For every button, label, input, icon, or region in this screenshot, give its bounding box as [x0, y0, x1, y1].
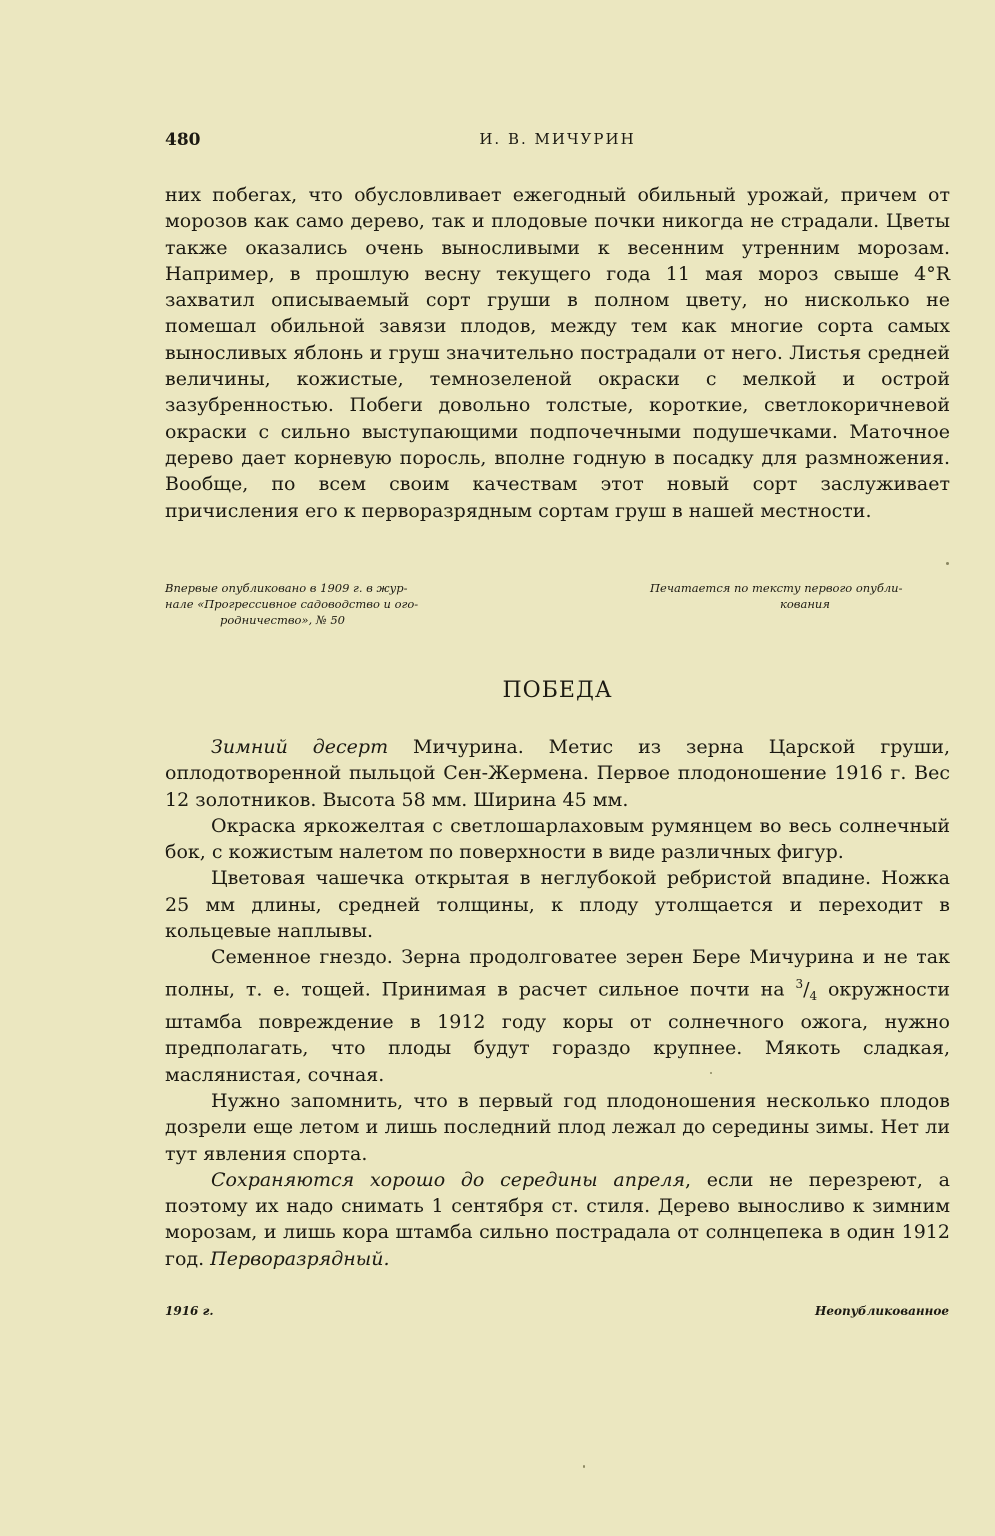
page-header: [165, 130, 950, 160]
fraction-numerator: 3: [795, 976, 804, 991]
article-paragraph-4: Семенное гнездо. Зерна продолговатее зерен Бере Мичурина и не так полны, т. е. тощей. Принимая в расчет сильное почти на $^3/_4$ окружности штамба повреждение в 1912 году коры от солнечного ожога, нужно предполагать, что плоды будут гораздо крупнее. Мякоть сладкая, маслянистая, сочная.: [165, 946, 950, 1086]
page-number: 480: [165, 130, 201, 150]
fraction-denominator: 4: [809, 988, 818, 1003]
first-published-note: [165, 580, 465, 628]
article-paragraph-1: Зимний десерт Мичурина. Метис из зерна Царской груши, оплодотворенной пыльцой Сен-Жермена. Первое плодоношение 1916 г. Вес 12 золотников. Высота 58 мм. Ширина 45 мм.: [165, 736, 950, 811]
source-text-line-2: кования: [780, 597, 830, 611]
paper-speck: [946, 562, 949, 565]
article-paragraph-5: Нужно запомнить, что в первый год плодоношения несколько плодов дозрели еще летом и лишь последний плод лежал до середины зимы. Нет ли тут явления спорта.: [165, 1089, 950, 1165]
storage-note: Сохраняются хорошо до середины апреля: [211, 1168, 686, 1191]
first-published-line-2: нале «Прогрессивное садоводство и ого-: [165, 597, 419, 611]
continuation-text: [165, 182, 950, 524]
source-text-line-1: Печатается по тексту первого опубли-: [650, 581, 903, 595]
article-paragraph-2: Окраска яркожелтая с светлошарлаховым румянцем во весь солнечный бок, с кожистым налетом по поверхности в виде различных фигур.: [165, 814, 950, 864]
article-body: [165, 734, 950, 1272]
paper-speck: [710, 1072, 712, 1074]
footer-status: Неопубликованное: [815, 1304, 949, 1318]
article-paragraph-3: Цветовая чашечка открытая в неглубокой ребристой впадине. Ножка 25 мм длины, средней толщины, к плоду утолщается и переходит в кольцевые наплывы.: [165, 867, 950, 943]
paper-speck: [583, 1465, 585, 1468]
source-text-note: [650, 580, 952, 612]
article-paragraph-6: Сохраняются хорошо до середины апреля, если не перезреют, а поэтому их надо снимать 1 сентября ст. стиля. Дерево выносливо к зимним морозам, и лишь кора штамба сильно пострадала от солнцепека в один 1912 год. Перворазрядный.: [165, 1168, 950, 1270]
running-head: И. В. МИЧУРИН: [479, 130, 636, 148]
first-published-line-1: Впервые опубликовано в 1909 г. в жур-: [165, 581, 408, 595]
continuation-paragraph: них побегах, что обусловливает ежегодный обильный урожай, причем от морозов как само дерево, так и плодовые почки никогда не страдали. Цветы также оказались очень выносливыми к весенним утренним морозам. Например, в прошлую весну текущего года 11 мая мороз свыше 4°R захватил описываемый сорт груши в полном цвету, но нисколько не помешал обильной завязи плодов, между тем как многие сорта самых выносливых яблонь и груш значительно пострадали от него. Листья средней величины, кожистые, темнозеленой окраски с мелкой и острой зазубренностью. Побеги довольно толстые, короткие, светлокоричневой окраски с сильно выступающими подпочечными подушечками. Маточное дерево дает корневую поросль, вполне годную в посадку для размножения. Вообще, по всем своим качествам этот новый сорт заслуживает причисления его к перворазрядным сортам груш в нашей местности.: [165, 184, 950, 522]
first-published-line-3: родничество», № 50: [220, 613, 345, 627]
variety-name: Зимний десерт: [211, 736, 389, 758]
footer-date: 1916 г.: [165, 1304, 214, 1318]
grade-label: Перворазрядный.: [210, 1247, 390, 1270]
article-title: ПОБЕДА: [502, 678, 613, 703]
